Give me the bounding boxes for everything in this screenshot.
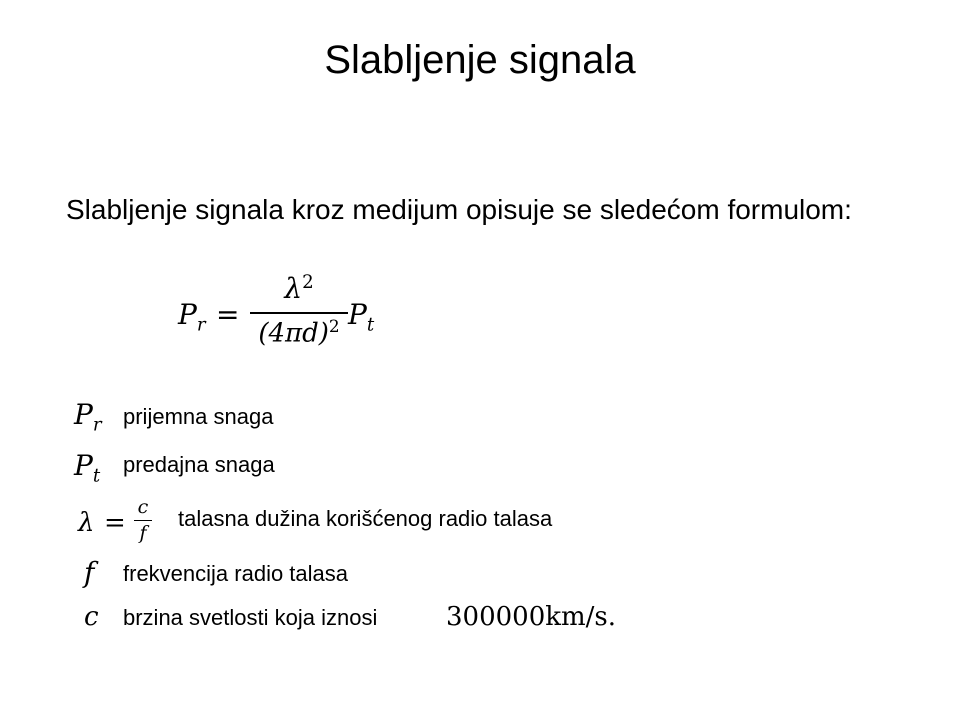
- legend-lambda-den: f: [139, 522, 147, 544]
- formula-equals: =: [216, 298, 240, 331]
- formula-fraction-bar: [250, 312, 348, 314]
- legend-pt-letter: P: [74, 449, 93, 482]
- legend-f-text: frekvencija radio talasa: [123, 561, 349, 586]
- legend-lambda-symbol: λ: [78, 508, 95, 538]
- formula-pt-sub: t: [366, 314, 375, 336]
- legend-pr-sub: r: [92, 414, 102, 436]
- formula-denominator-exp: 2: [328, 316, 340, 336]
- formula-pr-sub: r: [196, 314, 206, 336]
- formula-denominator-base: (4πd): [258, 318, 329, 349]
- formula-denominator: [250, 316, 348, 348]
- legend-c-value: 300000km/s.: [446, 602, 617, 632]
- legend-pr-text: prijemna snaga: [123, 404, 274, 429]
- legend-lambda-bar: [134, 520, 152, 521]
- legend-lambda-fraction: [134, 496, 152, 544]
- formula-lambda: λ: [284, 272, 303, 305]
- slide-title: Slabljenje signala: [324, 38, 636, 82]
- formula-pt-symbol: P: [348, 298, 367, 331]
- legend-pr-letter: P: [74, 398, 93, 431]
- legend-f-symbol: f: [84, 556, 95, 589]
- legend-lambda-equals: =: [104, 508, 126, 538]
- legend-c-text: brzina svetlosti koja iznosi: [123, 605, 378, 630]
- intro-text: Slabljenje signala kroz medijum opisuje se sledećom formulom:: [66, 194, 852, 225]
- legend-pt-text: predajna snaga: [123, 452, 275, 477]
- legend-lambda-num: c: [137, 496, 149, 518]
- formula-numerator-exp: 2: [302, 272, 314, 293]
- formula-fraction: [250, 272, 348, 348]
- formula-pr-symbol: P: [178, 298, 197, 331]
- legend-c-symbol: c: [84, 602, 99, 632]
- legend-pt-sub: t: [92, 465, 101, 487]
- legend-pt-symbol: [74, 449, 100, 486]
- formula-pt: [348, 298, 374, 335]
- formula-pr: [178, 298, 206, 335]
- legend-pr-symbol: [74, 398, 102, 435]
- formula-numerator: [250, 272, 348, 310]
- legend-lambda-text: talasna dužina korišćenog radio talasa: [178, 506, 553, 531]
